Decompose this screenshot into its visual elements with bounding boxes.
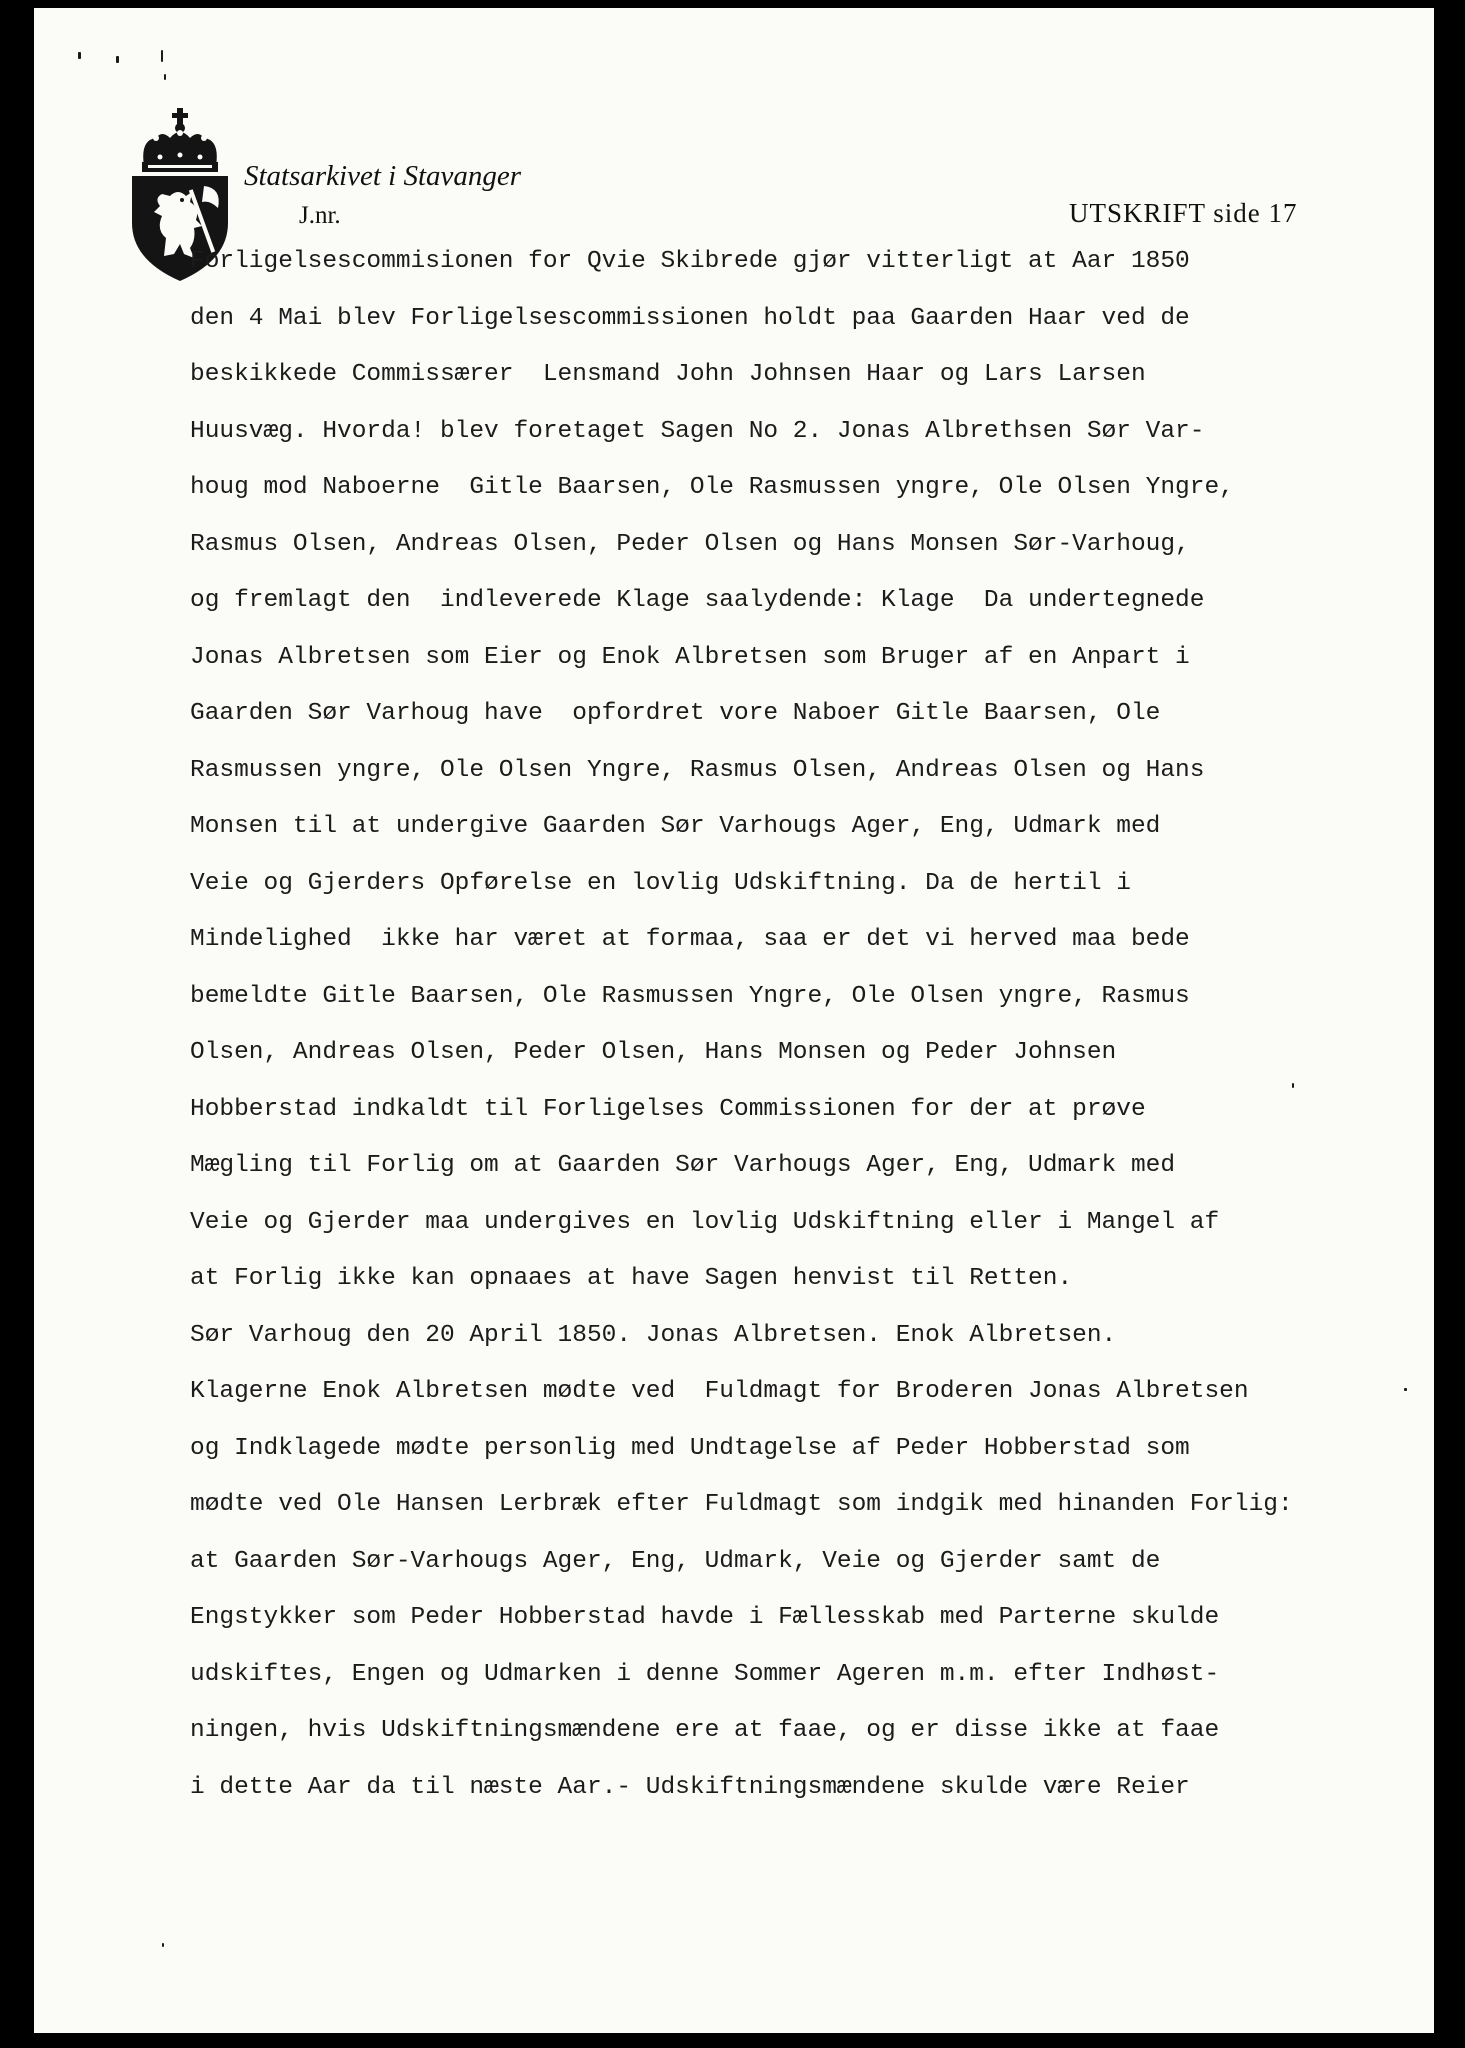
text-line: og Indklagede mødte personlig med Undtagelse af Peder Hobberstad som <box>190 1434 1190 1462</box>
text-line: at Gaarden Sør-Varhougs Ager, Eng, Udmark, Veie og Gjerder samt de <box>190 1547 1161 1575</box>
text-line: houg mod Naboerne Gitle Baarsen, Ole Rasmussen yngre, Ole Olsen Yngre, <box>190 474 1234 501</box>
text-line: Jonas Albretsen som Eier og Enok Albretsen som Bruger af en Anpart i <box>190 643 1190 671</box>
text-line: Monsen til at undergive Gaarden Sør Varhougs Ager, Eng, Udmark med <box>190 813 1161 840</box>
transcript-body <box>190 242 1420 1824</box>
text-line: udskiftes, Engen og Udmarken i denne Sommer Ageren m.m. efter Indhøst- <box>190 1660 1220 1688</box>
text-line: bemeldte Gitle Baarsen, Ole Rasmussen Yngre, Ole Olsen yngre, Rasmus <box>190 982 1190 1010</box>
text-line: den 4 Mai blev Forligelsescommissionen holdt paa Gaarden Haar ved de <box>190 304 1190 332</box>
text-line: beskikkede Commissærer Lensmand John Johnsen Haar og Lars Larsen <box>190 361 1146 388</box>
text-line: Gaarden Sør Varhoug have opfordret vore Naboer Gitle Baarsen, Ole <box>190 700 1161 727</box>
text-line: Engstykker som Peder Hobberstad havde i Fællesskab med Parterne skulde <box>190 1604 1220 1631</box>
scan-speck <box>78 52 81 59</box>
text-line: Mindelighed ikke har været at formaa, saa er det vi herved maa bede <box>190 926 1190 953</box>
text-line: Veie og Gjerders Opførelse en lovlig Udskiftning. Da de hertil i <box>190 869 1131 897</box>
archive-name: Statsarkivet i Stavanger <box>244 160 522 192</box>
text-line: Klagerne Enok Albretsen mødte ved Fuldmagt for Broderen Jonas Albretsen <box>190 1378 1249 1405</box>
text-line: ningen, hvis Udskiftningsmændene ere at faae, og er disse ikke at faae <box>190 1717 1220 1744</box>
text-line: Mægling til Forlig om at Gaarden Sør Varhougs Ager, Eng, Udmark med <box>190 1152 1176 1179</box>
text-line: mødte ved Ole Hansen Lerbræk efter Fuldmagt som indgik med hinanden Forlig: <box>190 1491 1293 1518</box>
text-line: Veie og Gjerder maa undergives en lovlig Udskiftning eller i Mangel af <box>190 1208 1220 1236</box>
text-line: at Forlig ikke kan opnaaes at have Sagen henvist til Retten. <box>190 1265 1073 1292</box>
text-line: Rasmussen yngre, Ole Olsen Yngre, Rasmus Olsen, Andreas Olsen og Hans <box>190 756 1205 784</box>
text-line: Olsen, Andreas Olsen, Peder Olsen, Hans Monsen og Peder Johnsen <box>190 1039 1117 1066</box>
text-line: og fremlagt den indleverede Klage saalydende: Klage Da undertegnede <box>190 587 1205 614</box>
scan-speck <box>164 74 166 80</box>
text-line: Forligelsescommisionen for Qvie Skibrede gjør vitterligt at Aar 1850 <box>190 248 1190 275</box>
text-line: Huusvæg. Hvorda! blev foretaget Sagen No 2. Jonas Albrethsen Sør Var- <box>190 417 1205 445</box>
text-line: Rasmus Olsen, Andreas Olsen, Peder Olsen og Hans Monsen Sør-Varhoug, <box>190 530 1190 558</box>
journal-number-label: J.nr. <box>299 202 341 229</box>
scan-speck <box>161 50 163 62</box>
text-line: i dette Aar da til næste Aar.- Udskiftningsmændene skulde være Reier <box>190 1773 1190 1801</box>
scan-speck <box>162 1943 164 1947</box>
transcript-page-label: UTSKRIFT side 17 <box>1069 198 1298 228</box>
text-line: Sør Varhoug den 20 April 1850. Jonas Albretsen. Enok Albretsen. <box>190 1321 1117 1349</box>
scan-speck <box>116 56 119 63</box>
text-line: Hobberstad indkaldt til Forligelses Commissionen for der at prøve <box>190 1095 1146 1123</box>
